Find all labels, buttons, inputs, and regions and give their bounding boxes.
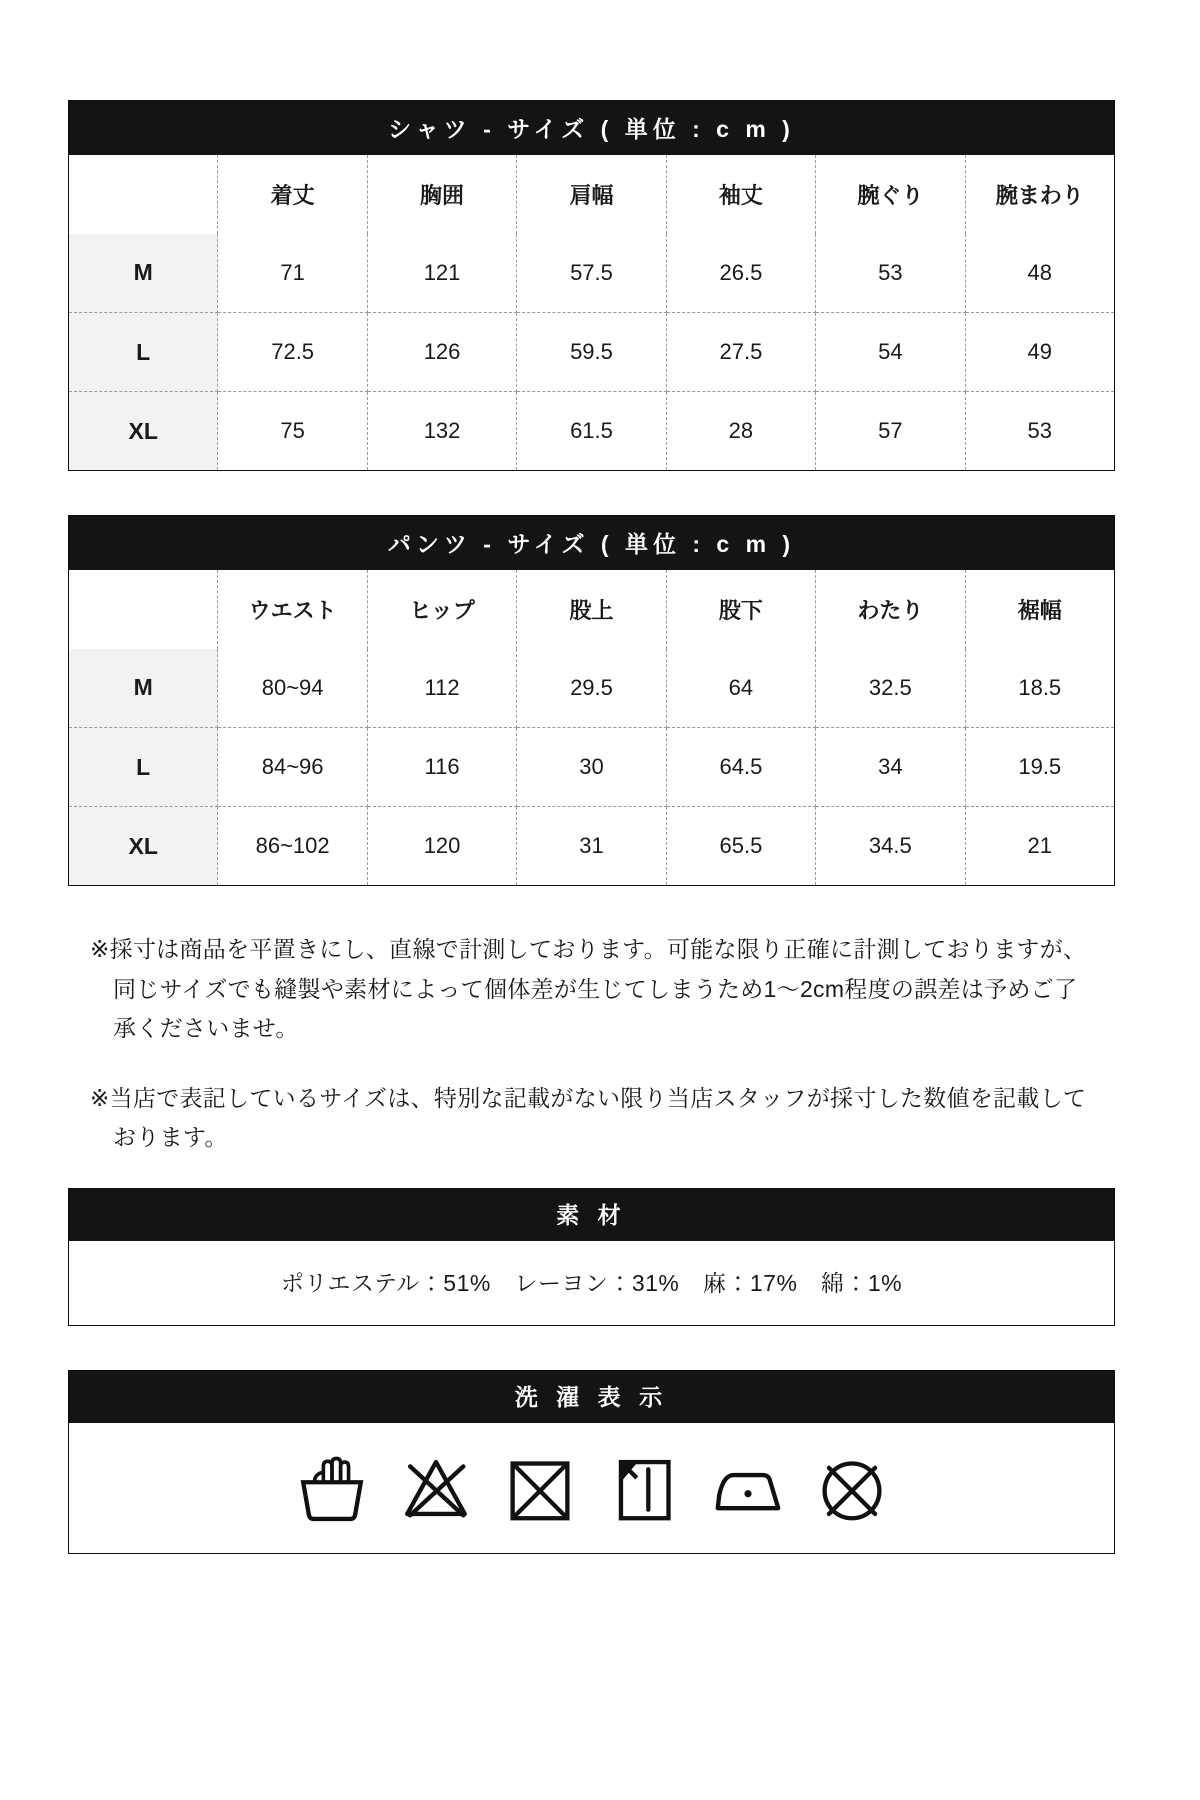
shirt-row-size-l: L	[69, 313, 218, 392]
pants-l-value-5: 34	[816, 728, 965, 807]
shirt-col-header-1: 着丈	[218, 155, 367, 234]
pants-m-value-4: 64	[666, 649, 815, 728]
pants-m-value-2: 112	[367, 649, 516, 728]
shirt-size-table	[68, 100, 1115, 471]
pants-xl-value-6: 21	[965, 807, 1114, 886]
pants-l-value-1: 84~96	[218, 728, 367, 807]
care-symbol-row	[69, 1423, 1114, 1553]
pants-table-title: パンツ - サイズ ( 単位 : c m )	[69, 516, 1115, 570]
pants-m-value-1: 80~94	[218, 649, 367, 728]
shirt-row-size-xl: XL	[69, 392, 218, 471]
table-row	[69, 728, 1115, 807]
shirt-xl-value-6: 53	[965, 392, 1114, 471]
shirt-col-header-blank	[69, 155, 218, 234]
shirt-xl-value-4: 28	[666, 392, 815, 471]
pants-row-size-xl: XL	[69, 807, 218, 886]
care-label-box	[68, 1370, 1115, 1554]
pants-col-header-6: 裾幅	[1017, 597, 1062, 623]
shirt-m-value-5: 53	[816, 234, 965, 313]
shirt-xl-value-1: 75	[218, 392, 367, 471]
pants-xl-value-3: 31	[517, 807, 666, 886]
pants-l-value-6: 19.5	[965, 728, 1114, 807]
shirt-xl-value-3: 61.5	[517, 392, 666, 471]
table-row	[69, 649, 1115, 728]
hand-wash-icon	[296, 1452, 368, 1524]
note-staff-measurement: ※当店で表記しているサイズは、特別な記載がない限り当店スタッフが採寸した数値を記載しております。	[90, 1084, 1087, 1151]
shirt-col-header-6: 腕まわり	[995, 182, 1084, 208]
line-dry-in-shade-icon	[608, 1452, 680, 1524]
shirt-row-size-m: M	[69, 234, 218, 313]
table-row	[69, 807, 1115, 886]
pants-xl-value-2: 120	[367, 807, 516, 886]
no-tumble-dry-icon	[504, 1452, 576, 1524]
pants-l-value-3: 30	[517, 728, 666, 807]
shirt-xl-value-5: 57	[816, 392, 965, 471]
shirt-table-title: シャツ - サイズ ( 単位 : c m )	[69, 101, 1115, 155]
pants-col-header-4: 股下	[666, 570, 815, 649]
pants-xl-value-5: 34.5	[816, 807, 965, 886]
pants-size-table	[68, 515, 1115, 886]
shirt-xl-value-2: 132	[367, 392, 516, 471]
shirt-m-value-1: 71	[218, 234, 367, 313]
material-box	[68, 1188, 1115, 1326]
care-title: 洗 濯 表 示	[69, 1371, 1114, 1423]
material-composition: ポリエステル：51% レーヨン：31% 麻：17% 綿：1%	[69, 1241, 1114, 1325]
pants-l-value-4: 64.5	[666, 728, 815, 807]
pants-col-header-blank	[69, 570, 218, 649]
shirt-col-header-5: 腕ぐり	[816, 155, 965, 234]
shirt-m-value-3: 57.5	[517, 234, 666, 313]
pants-xl-value-4: 65.5	[666, 807, 815, 886]
pants-row-size-l: L	[69, 728, 218, 807]
shirt-col-header-3: 肩幅	[517, 155, 666, 234]
shirt-l-value-3: 59.5	[517, 313, 666, 392]
pants-l-value-2: 116	[367, 728, 516, 807]
pants-m-value-5: 32.5	[816, 649, 965, 728]
pants-m-value-3: 29.5	[517, 649, 666, 728]
shirt-l-value-4: 27.5	[666, 313, 815, 392]
shirt-l-value-6: 49	[965, 313, 1114, 392]
shirt-l-value-1: 72.5	[218, 313, 367, 392]
pants-col-header-3: 股上	[517, 570, 666, 649]
pants-col-header-5: わたり	[816, 570, 965, 649]
pants-xl-value-1: 86~102	[218, 807, 367, 886]
pants-col-header-2: ヒップ	[367, 570, 516, 649]
pants-col-header-1: ウエスト	[218, 570, 367, 649]
shirt-m-value-6: 48	[965, 234, 1114, 313]
pants-row-size-m: M	[69, 649, 218, 728]
iron-low-heat-icon	[712, 1452, 784, 1524]
shirt-col-header-2: 胸囲	[367, 155, 516, 234]
material-title: 素 材	[69, 1189, 1114, 1241]
measurement-notes	[90, 930, 1090, 1158]
no-bleach-icon	[400, 1452, 472, 1524]
note-measurement-tolerance: ※採寸は商品を平置きにし、直線で計測しております。可能な限り正確に計測しておりますが、同じサイズでも縫製や素材によって個体差が生じてしまうため1〜2cm程度の誤差は予めご了承くださいませ。	[90, 936, 1087, 1042]
no-dry-clean-icon	[816, 1452, 888, 1524]
shirt-m-value-2: 121	[367, 234, 516, 313]
shirt-l-value-5: 54	[816, 313, 965, 392]
shirt-col-header-4: 袖丈	[666, 155, 815, 234]
pants-m-value-6: 18.5	[965, 649, 1114, 728]
table-row	[69, 234, 1115, 313]
shirt-l-value-2: 126	[367, 313, 516, 392]
table-row	[69, 392, 1115, 471]
table-row	[69, 313, 1115, 392]
shirt-m-value-4: 26.5	[666, 234, 815, 313]
